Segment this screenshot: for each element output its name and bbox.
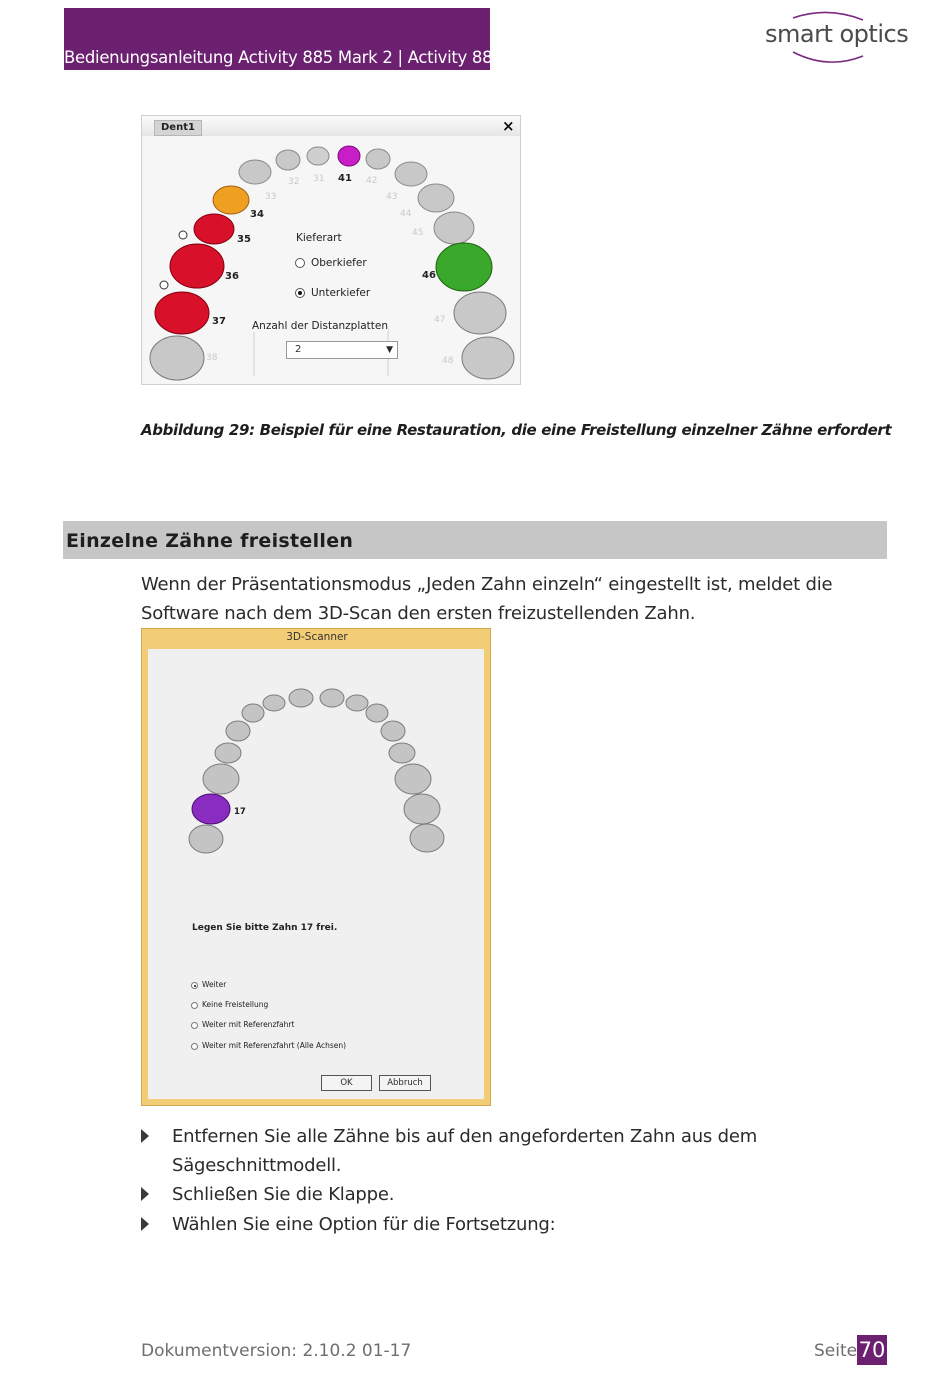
tooth	[462, 337, 514, 379]
tooth	[192, 794, 230, 824]
tooth-number: 17	[234, 807, 246, 817]
tooth	[276, 150, 300, 170]
bullet-item	[141, 1210, 861, 1239]
scanner-dialog	[141, 628, 491, 1106]
tooth	[434, 212, 474, 244]
tooth	[389, 743, 415, 763]
tooth	[239, 160, 271, 184]
bullet-item	[141, 1122, 861, 1180]
bullet-item	[141, 1180, 861, 1209]
doc-version: Dokumentversion: 2.10.2 01-17	[141, 1341, 412, 1361]
tooth	[194, 214, 234, 244]
tooth	[404, 794, 440, 824]
tooth	[215, 743, 241, 763]
tooth	[213, 186, 249, 214]
tooth	[338, 146, 360, 166]
tooth-number: 37	[212, 316, 226, 327]
tooth	[346, 695, 368, 711]
tooth	[395, 162, 427, 186]
tooth	[410, 824, 444, 852]
tooth	[170, 244, 224, 288]
bullet-arrow-icon	[141, 1129, 149, 1143]
tooth	[366, 704, 388, 722]
tooth	[395, 764, 431, 794]
option-label: Weiter mit Referenzfahrt	[202, 1020, 295, 1029]
tooth	[381, 721, 405, 741]
body-paragraph: Wenn der Präsentationsmodus „Jeden Zahn einzeln“ eingestellt ist, meldet die Software nach dem 3D-Scan den ersten freizustellenden Zahn.	[141, 574, 833, 624]
option-label: Weiter	[202, 980, 227, 989]
header-title: Bedienungsanleitung Activity 885 Mark 2 | Activity 888	[64, 48, 503, 67]
radio-option-referenzfahrt-alle-achsen[interactable]	[191, 1043, 198, 1050]
close-icon[interactable]: ×	[502, 117, 515, 135]
tooth-number: 38	[206, 353, 218, 363]
tooth-number: 48	[442, 356, 454, 366]
tooth	[226, 721, 250, 741]
tooth	[436, 243, 492, 291]
jaw-chart	[148, 649, 484, 879]
tab-dent1[interactable]: Dent1	[154, 120, 202, 136]
bullet-text: Schließen Sie die Klappe.	[172, 1184, 395, 1205]
page-number: 70	[857, 1335, 887, 1365]
tooth-number: 45	[412, 228, 424, 238]
tooth	[366, 149, 390, 169]
radio-option-weiter[interactable]	[191, 982, 198, 989]
tooth	[320, 689, 344, 707]
tooth	[307, 147, 329, 165]
plates-value: 2	[295, 344, 302, 355]
tooth-number: 46	[422, 270, 436, 281]
tooth-number: 42	[366, 176, 378, 186]
prompt-text: Legen Sie bitte Zahn 17 frei.	[192, 923, 338, 933]
tooth	[203, 764, 239, 794]
tooth-number: 33	[265, 192, 277, 202]
radio-option-referenzfahrt[interactable]	[191, 1022, 198, 1029]
tooth-number: 36	[225, 271, 239, 282]
chevron-down-icon: ▼	[386, 345, 393, 355]
tooth	[155, 292, 209, 334]
bullet-text: Wählen Sie eine Option für die Fortsetzung:	[172, 1214, 556, 1235]
tooth	[263, 695, 285, 711]
radio-upper-jaw[interactable]	[295, 258, 305, 268]
logo: smart optics	[765, 20, 909, 48]
plates-label: Anzahl der Distanzplatten	[252, 320, 389, 332]
tooth	[189, 825, 223, 853]
tooth-number: 43	[386, 192, 398, 202]
radio-option-keine-freistellung[interactable]	[191, 1002, 198, 1009]
dent1-window	[141, 115, 521, 385]
tooth-number: 47	[434, 315, 446, 325]
radio-lower-jaw[interactable]	[295, 288, 305, 298]
bullet-text: Entfernen Sie alle Zähne bis auf den angeforderten Zahn aus dem Sägeschnittmodell.	[172, 1126, 758, 1176]
tooth-number: 32	[288, 177, 300, 187]
tooth	[289, 689, 313, 707]
dialog-client	[148, 649, 484, 1099]
jaw-type-label: Kieferart	[296, 232, 342, 244]
tooth	[150, 336, 204, 380]
tooth-number: 34	[250, 209, 264, 220]
dialog-title: 3D-Scanner	[286, 631, 348, 643]
page-label: Seite	[814, 1341, 858, 1361]
option-label: Keine Freistellung	[202, 1000, 269, 1009]
radio-lower-jaw-label: Unterkiefer	[311, 287, 371, 299]
tooth-number: 44	[400, 209, 412, 219]
tooth	[454, 292, 506, 334]
marker	[160, 281, 168, 289]
tooth-number: 31	[313, 174, 325, 184]
marker	[179, 231, 187, 239]
tooth	[418, 184, 454, 212]
figure-caption: Abbildung 29: Beispiel für eine Restauration, die eine Freistellung einzelner Zähne erfordert	[141, 421, 892, 439]
section-title: Einzelne Zähne freistellen	[66, 530, 354, 552]
plates-select[interactable]	[286, 341, 398, 359]
tooth-number: 41	[338, 173, 352, 184]
option-label: Weiter mit Referenzfahrt (Alle Achsen)	[202, 1041, 347, 1050]
ok-button[interactable]: OK	[321, 1075, 372, 1091]
cancel-button[interactable]: Abbruch	[379, 1075, 431, 1091]
tooth-number: 35	[237, 234, 251, 245]
bullet-arrow-icon	[141, 1187, 149, 1201]
logo-arc-icon	[783, 8, 873, 68]
tooth	[242, 704, 264, 722]
radio-upper-jaw-label: Oberkiefer	[311, 257, 367, 269]
bullet-arrow-icon	[141, 1217, 149, 1231]
